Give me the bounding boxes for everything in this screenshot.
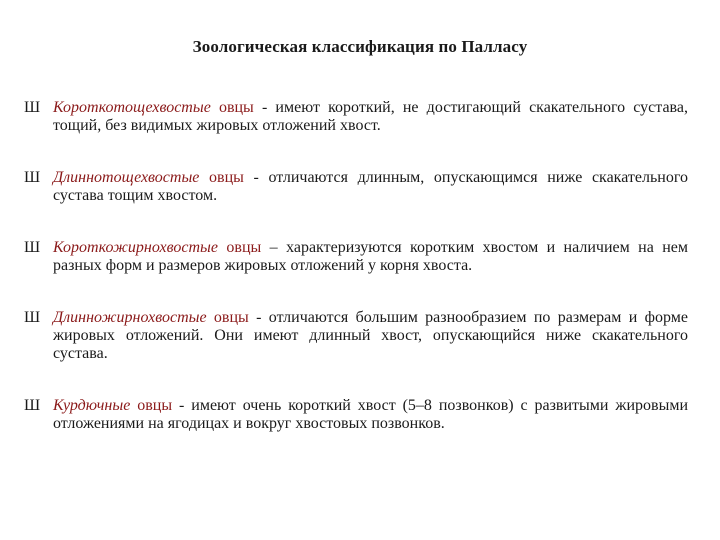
term-suffix: овцы [206, 309, 249, 326]
bullet-icon: Ш [24, 309, 41, 326]
term-name: Длиннотощехвостые [53, 169, 200, 186]
bullet-icon: Ш [24, 99, 41, 116]
term-suffix: овцы [130, 397, 173, 414]
classification-list [24, 99, 688, 433]
item-text: - отличаются большим разнообразием по размерам и форме жировых отложений. Они имеют длинный хвост, опускающийся ниже скакательного сустава. [53, 309, 688, 362]
list-item [24, 309, 688, 363]
item-text: – характеризуются коротким хвостом и наличием на нем разных форм и размеров жировых отложений у корня хвоста. [53, 239, 688, 274]
bullet-icon: Ш [24, 239, 41, 256]
term [53, 239, 261, 256]
term-name: Короткотощехвостые [53, 99, 211, 116]
list-item [24, 397, 688, 433]
slide-title: Зоологическая классификация по Палласу [192, 37, 528, 56]
term-name: Короткожирнохвостые [53, 239, 218, 256]
item-text: - имеют короткий, не достигающий скакательного сустава, тощий, без видимых жировых отложений хвост. [53, 99, 688, 134]
item-text: - имеют очень короткий хвост (5–8 позвонков) с развитыми жировыми отложениями на ягодицах и вокруг хвостовых позвонков. [53, 397, 689, 432]
bullet-icon: Ш [24, 169, 41, 186]
term-name: Курдючные [53, 397, 131, 414]
list-item [24, 99, 688, 135]
item-text: - отличаются длинным, опускающимся ниже скакательного сустава тощим хвостом. [53, 169, 688, 204]
list-item [24, 169, 688, 205]
bullet-icon: Ш [24, 397, 41, 414]
term [53, 169, 244, 186]
term-name: Длинножирнохвостые [53, 309, 207, 326]
term-suffix: овцы [217, 239, 262, 256]
term [53, 397, 172, 414]
list-item [24, 239, 688, 275]
term-suffix: овцы [210, 99, 254, 116]
term-suffix: овцы [199, 169, 244, 186]
term [53, 309, 249, 326]
term [53, 99, 254, 116]
